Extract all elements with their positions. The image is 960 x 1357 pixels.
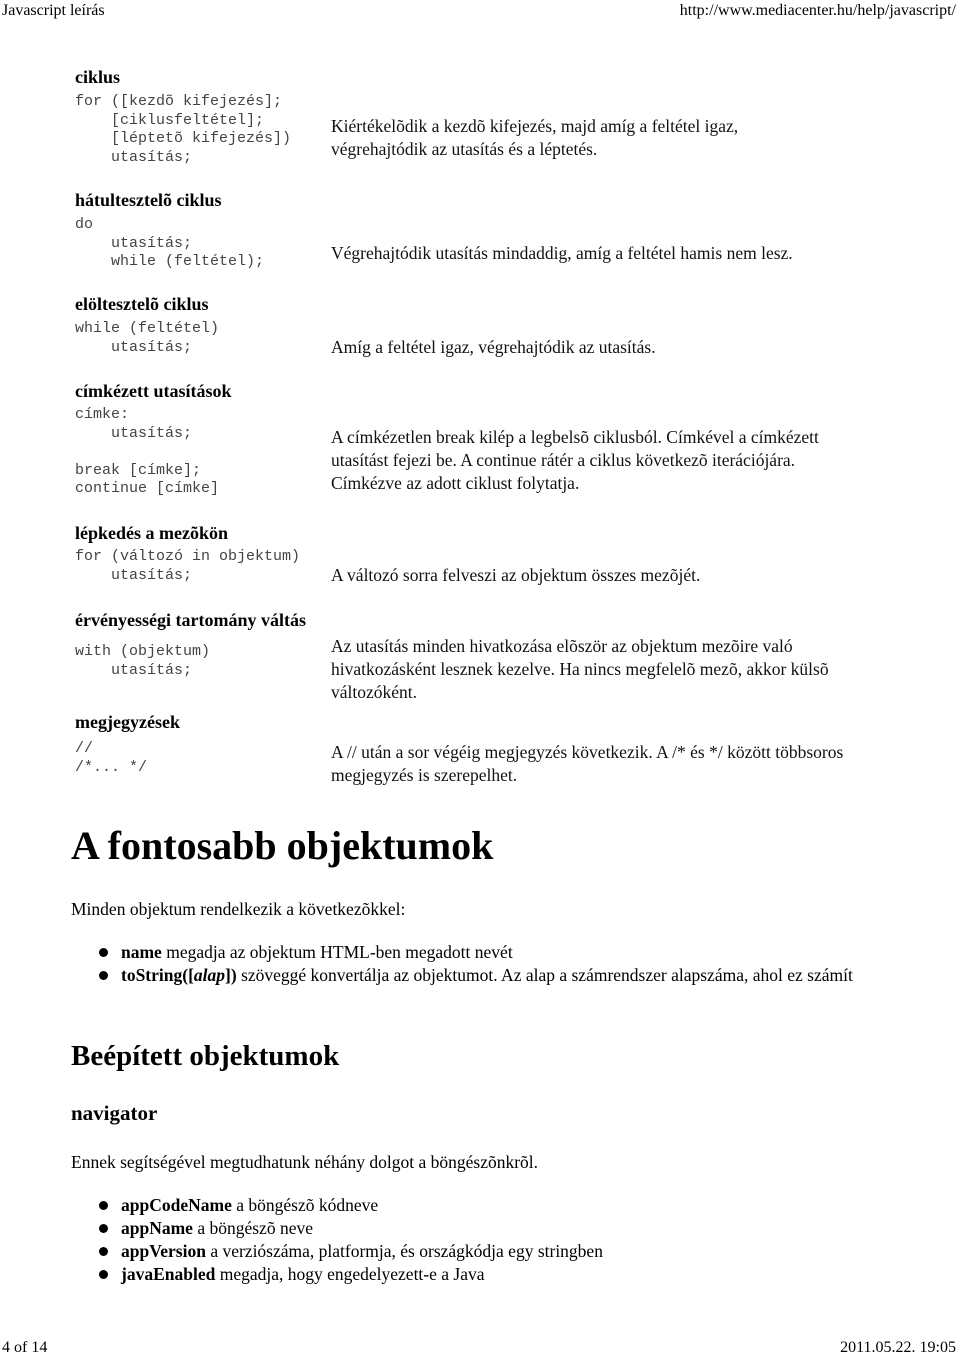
desc-hatultesztelo: Végrehajtódik utasítás mindaddig, amíg a feltétel hamis nem lesz.	[331, 243, 793, 263]
item-text: megadja az objektum HTML-ben megadott nevét	[161, 942, 513, 962]
desc-cimkezett: A címkézetlen break kilép a legbelsõ ciklusból. Címkével a címkézett utasítást fejezi be. A continue rátér a ciklus következõ iterációjára. Címkézve az adott ciklust folytatja.	[331, 427, 819, 493]
desc-ciklus: Kiértékelõdik a kezdõ kifejezés, majd amíg a feltétel igaz, végrehajtódik az utasítás és a léptetés.	[331, 116, 739, 159]
objects-intro: Minden objektum rendelkezik a következõkkel:	[71, 899, 406, 919]
desc-lepkedes: A változó sorra felveszi az objektum összes mezõjét.	[331, 565, 701, 585]
list-item	[99, 1217, 889, 1240]
item-keyword: appCodeName	[121, 1195, 232, 1215]
header-url[interactable]: http://www.mediacenter.hu/help/javascript/	[679, 2, 956, 19]
code-megjegyzesek: // /*... */	[75, 740, 148, 776]
section-heading-ervenyessegi: érvényességi tartomány váltás	[75, 610, 306, 630]
bullet-icon	[99, 971, 108, 980]
heading-navigator: navigator	[71, 1101, 158, 1125]
item-keyword-param: alap	[193, 965, 226, 985]
heading-fontosabb-objektumok: A fontosabb objektumok	[71, 823, 494, 868]
section-heading-ciklus: ciklus	[75, 67, 121, 87]
bullet-icon	[99, 1201, 108, 1210]
code-lepkedes: for (változó in objektum) utasítás;	[75, 548, 301, 584]
code-cimkezett: címke: utasítás; break [címke]; continue [címke]	[75, 406, 220, 497]
bullet-icon	[99, 948, 108, 957]
list-item	[99, 941, 889, 964]
item-text: a verziószáma, platformja, és országkódja egy stringben	[205, 1241, 603, 1261]
code-hatultesztelo: do utasítás; while (feltétel);	[75, 216, 265, 270]
objects-list	[99, 941, 889, 987]
desc-megjegyzesek: A // után a sor végéig megjegyzés következik. A /* és */ között többsoros megjegyzés is szerepelhet.	[331, 742, 844, 785]
desc-ervenyessegi: Az utasítás minden hivatkozása elõször az objektum mezõire való hivatkozásként lesznek kezelve. Ha nincs megfelelõ mezõ, akkor külsõ változóként.	[331, 636, 829, 702]
code-ervenyessegi: with (objektum) utasítás;	[75, 643, 211, 679]
list-item	[99, 1263, 889, 1286]
item-keyword: javaEnabled	[121, 1264, 216, 1284]
navigator-list	[99, 1194, 889, 1286]
item-text: megadja, hogy engedelyezett-e a Java	[215, 1264, 485, 1284]
navigator-intro: Ennek segítségével megtudhatunk néhány dolgot a böngészõnkrõl.	[71, 1152, 539, 1172]
item-text: szöveggé konvertálja az objektumot. Az alap a számrendszer alapszáma, ahol ez számít	[236, 965, 853, 985]
item-keyword-pre: toString([	[121, 965, 194, 985]
header-title: Javascript leírás	[2, 2, 105, 19]
list-item	[99, 964, 889, 987]
item-keyword: appVersion	[121, 1241, 206, 1261]
code-ciklus: for ([kezdõ kifejezés]; [ciklusfeltétel]; [léptetõ kifejezés]) utasítás;	[75, 93, 292, 166]
section-heading-eloltesztelo: elöltesztelõ ciklus	[75, 294, 209, 314]
section-heading-hatultesztelo: hátultesztelõ ciklus	[75, 190, 222, 210]
heading-beepitett-objektumok: Beépített objektumok	[71, 1040, 340, 1072]
desc-eloltesztelo: Amíg a feltétel igaz, végrehajtódik az utasítás.	[331, 337, 656, 357]
item-keyword	[121, 965, 237, 985]
item-keyword: name	[121, 942, 162, 962]
item-keyword: appName	[121, 1218, 193, 1238]
bullet-icon	[99, 1224, 108, 1233]
section-heading-cimkezett: címkézett utasítások	[75, 381, 232, 401]
item-text: a böngészõ neve	[192, 1218, 313, 1238]
bullet-icon	[99, 1247, 108, 1256]
footer-datetime: 2011.05.22. 19:05	[840, 1339, 956, 1356]
item-text: a böngészõ kódneve	[231, 1195, 379, 1215]
code-eloltesztelo: while (feltétel) utasítás;	[75, 320, 220, 356]
section-heading-megjegyzesek: megjegyzések	[75, 712, 180, 732]
bullet-icon	[99, 1270, 108, 1279]
list-item	[99, 1194, 889, 1217]
section-heading-lepkedes: lépkedés a mezõkön	[75, 523, 228, 543]
footer-page-number: 4 of 14	[2, 1339, 48, 1356]
list-item	[99, 1240, 889, 1263]
item-keyword-post: ])	[225, 965, 237, 985]
